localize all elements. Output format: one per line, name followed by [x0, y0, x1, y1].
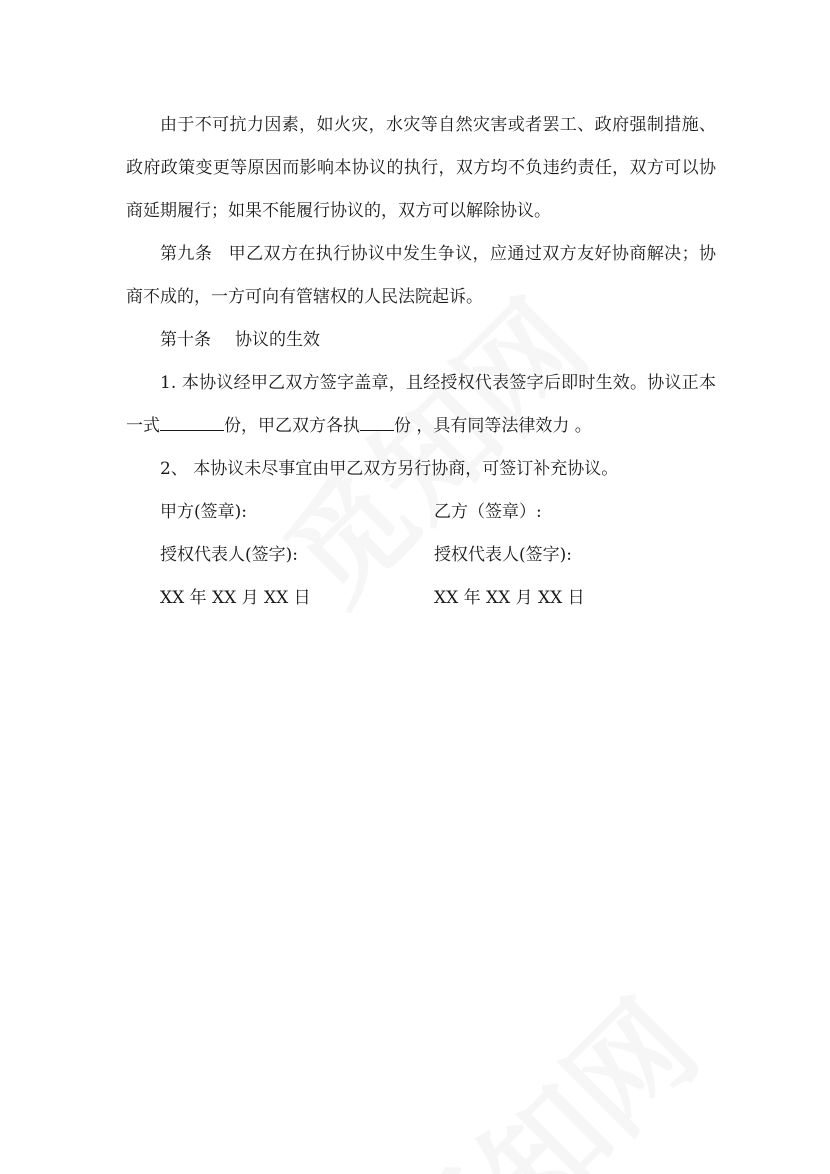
signature-date-row: [126, 577, 716, 620]
signature-rep-row: [126, 534, 716, 577]
clause-1-text-b: 份，甲乙双方各执: [224, 416, 360, 436]
article-9-body: 甲乙双方在执行协议中发生争议，应通过双方友好协商解决；协商不成的，一方可向有管辖权的人民法院起诉。: [126, 244, 717, 307]
copies-total-blank[interactable]: [160, 410, 224, 431]
clause-1-text-a: 1. 本协议经甲乙双方签字盖章，且经授权代表签字后即时生效。协议正本一式: [126, 373, 716, 436]
signature-party-row: [126, 491, 716, 534]
force-majeure-paragraph: 由于不可抗力因素，如火灾，水灾等自然灾害或者罢工、政府强制措施、政府政策变更等原因而影响本协议的执行，双方均不负违约责任，双方可以协商延期履行；如果不能履行协议的，双方可以解除协议。: [126, 115, 716, 221]
party-b-seal-label: 乙方（签章）:: [434, 502, 542, 522]
copies-each-blank[interactable]: [360, 410, 394, 431]
party-a-date: XX 年 XX 月 XX 日: [160, 588, 311, 608]
article-10-heading: [126, 319, 716, 362]
article-9-title: 第九条: [160, 244, 213, 264]
article-10-body: 协议的生效: [235, 330, 320, 350]
party-b-rep-label: 授权代表人(签字):: [434, 545, 572, 565]
article-9-paragraph: [126, 233, 716, 319]
clause-1-text-c: 份 ，具有同等法律效力 。: [394, 416, 592, 436]
document-body: [126, 104, 716, 620]
article-10-title: 第十条: [160, 330, 211, 350]
clause-2-paragraph: 2、 本协议未尽事宜由甲乙双方另行协商，可签订补充协议。: [160, 459, 619, 479]
clause-1-paragraph: [126, 362, 716, 448]
watermark: [352, 958, 728, 1174]
party-a-seal-label: 甲方(签章):: [160, 502, 247, 522]
party-b-date: XX 年 XX 月 XX 日: [434, 588, 585, 608]
party-a-rep-label: 授权代表人(签字):: [160, 545, 298, 565]
